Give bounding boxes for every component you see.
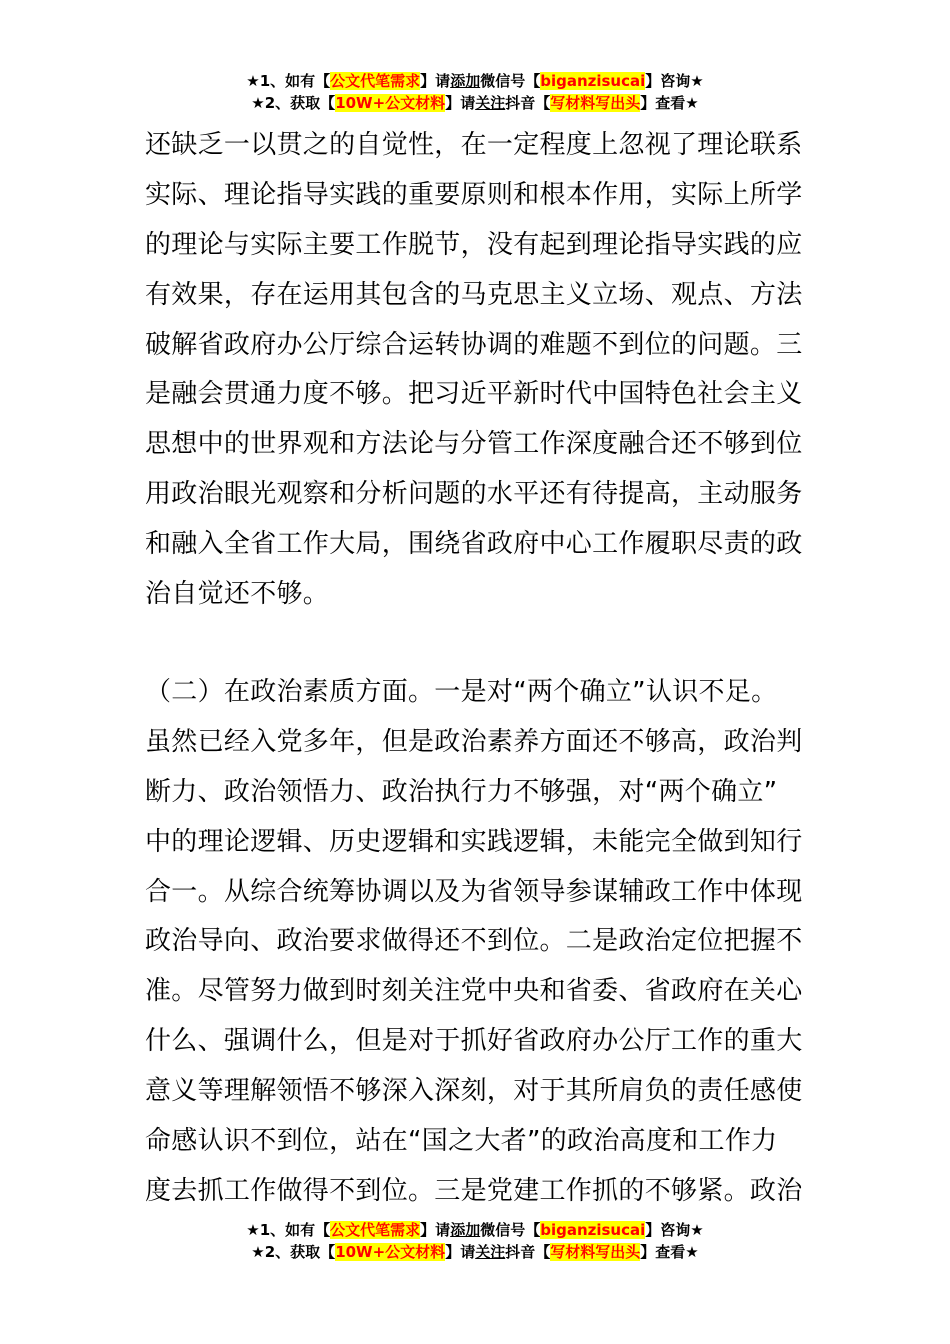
text-line: 合一。从综合统筹协调以及为省领导参谋辅政工作中体现 <box>145 876 803 907</box>
text-line: 中的理论逻辑、历史逻辑和实践逻辑，未能完全做到知行 <box>145 826 803 857</box>
text-line: 实际、理论指导实践的重要原则和根本作用，实际上所学 <box>145 179 803 210</box>
text-line: 用政治眼光观察和分析问题的水平还有待提高，主动服务 <box>145 479 803 510</box>
text-line: 还缺乏一以贯之的自觉性，在一定程度上忽视了理论联系 <box>145 130 803 160</box>
banner-line-1: ★1、如有【公文代笔需求】请添加微信号【biganzisucai】咨询★ <box>246 72 704 90</box>
highlight-douyin-account: 写材料写出头 <box>550 1243 641 1261</box>
text-line: 是融会贯通力度不够。把习近平新时代中国特色社会主义 <box>145 379 803 410</box>
banner-line-1: ★1、如有【公文代笔需求】请添加微信号【biganzisucai】咨询★ <box>246 1221 704 1239</box>
top-banner <box>0 70 950 114</box>
text-line: 度去抓工作做得不到位。三是党建工作抓的不够紧。政治 <box>145 1175 803 1206</box>
highlight-douyin-account: 写材料写出头 <box>550 94 641 112</box>
underlined-follow: 关注 <box>475 94 506 112</box>
underlined-add: 添加 <box>450 72 481 90</box>
paragraph-2 <box>145 668 810 1217</box>
bottom-banner <box>0 1219 950 1263</box>
banner-line-2: ★2、获取【10W+公文材料】请关注抖音【写材料写出头】查看★ <box>251 94 699 112</box>
highlight-wechat-id: biganzisucai <box>540 72 646 90</box>
text-line: 政治导向、政治要求做得还不到位。二是政治定位把握不 <box>145 926 803 957</box>
text-line: 准。尽管努力做到时刻关注党中央和省委、省政府在关心 <box>145 976 803 1007</box>
text-line: （二）在政治素质方面。一是对“两个确立”认识不足。 <box>145 677 778 707</box>
text-line: 破解省政府办公厅综合运转协调的难题不到位的问题。三 <box>145 329 803 360</box>
highlight-materials: 10W+公文材料 <box>335 94 446 112</box>
text-line: 什么、强调什么，但是对于抓好省政府办公厅工作的重大 <box>145 1026 803 1057</box>
text-line: 意义等理解领悟不够深入深刻，对于其所肩负的责任感使 <box>145 1076 803 1107</box>
text-line: 的理论与实际主要工作脱节，没有起到理论指导实践的应 <box>145 229 803 260</box>
text-line: 断力、政治领悟力、政治执行力不够强，对“两个确立” <box>145 776 778 807</box>
text-line: 治自觉还不够。 <box>145 579 330 610</box>
text-line: 思想中的世界观和方法论与分管工作深度融合还不够到位 <box>145 429 803 460</box>
highlight-writing-service: 公文代笔需求 <box>330 72 421 90</box>
underlined-add: 添加 <box>450 1221 481 1239</box>
highlight-materials: 10W+公文材料 <box>335 1243 446 1261</box>
banner-line-2: ★2、获取【10W+公文材料】请关注抖音【写材料写出头】查看★ <box>251 1243 699 1261</box>
text-line: 命感认识不到位，站在“国之大者”的政治高度和工作力 <box>145 1126 778 1157</box>
underlined-follow: 关注 <box>475 1243 506 1261</box>
highlight-writing-service: 公文代笔需求 <box>330 1221 421 1239</box>
text-line: 和融入全省工作大局，围绕省政府中心工作履职尽责的政 <box>145 529 803 560</box>
paragraph-1 <box>145 121 810 620</box>
highlight-wechat-id: biganzisucai <box>540 1221 646 1239</box>
text-line: 虽然已经入党多年，但是政治素养方面还不够高，政治判 <box>145 726 803 757</box>
text-line: 有效果，存在运用其包含的马克思主义立场、观点、方法 <box>145 279 803 310</box>
